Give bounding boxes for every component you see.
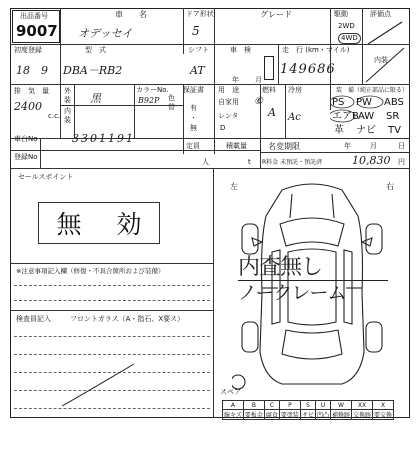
warranty-option-yes: 有 (190, 104, 197, 112)
equip-pw: PW (356, 97, 372, 108)
no-inspection-stamp-line-2: ノークレーム (238, 282, 346, 304)
registration-label: 登録No (14, 153, 38, 161)
lot-label: 出品番号 (20, 12, 48, 20)
warranty-option-dot: ・ (190, 114, 197, 122)
doors-value: 5 (192, 24, 200, 38)
model-label: 型 式 (85, 46, 106, 54)
damage-meaning: 補修跡 (330, 410, 351, 420)
score-strike-mark (362, 20, 408, 46)
ac-label: 冷房 (288, 86, 302, 94)
use-option-private: 自家用 (218, 98, 239, 106)
color-no-label: カラーNo. (136, 86, 169, 94)
use-value: ⑥ (254, 96, 263, 107)
damage-code-legend (222, 400, 394, 420)
inner-label: 内装 (374, 56, 388, 64)
recycle-text: R料金 未預託・預託済 (262, 159, 323, 166)
equip-sr: SR (386, 111, 400, 122)
chassis-number: 3301191 (72, 132, 135, 145)
use-option-d: D (220, 124, 226, 132)
color-change-label: 色替 (168, 94, 175, 111)
invalid-stamp (38, 202, 160, 244)
equipment-circles (330, 94, 410, 138)
damage-meaning: サビ (300, 410, 315, 420)
fuel-value: A (268, 106, 276, 119)
damage-code: U (315, 401, 330, 410)
first-registration-label: 初度登録 (14, 46, 42, 54)
damage-code: A (223, 401, 244, 410)
interior-label: 内装 (64, 107, 71, 124)
inspection-month: 月 (255, 76, 262, 84)
name-change-label: 名変期限 (268, 142, 300, 151)
capacity-unit: 人 (202, 158, 209, 166)
spare-label: スペア (220, 388, 241, 396)
inspection-box (264, 56, 274, 80)
damage-code: B (243, 401, 264, 410)
no-inspection-stamp (238, 256, 388, 305)
shift-value: AT (190, 64, 205, 77)
invalid-stamp-char-1: 無 (56, 210, 82, 239)
cc-unit: c.c. (48, 112, 61, 120)
damage-code: C (264, 401, 279, 410)
color-no: B92P (138, 96, 160, 105)
exterior-label: 外装 (64, 87, 71, 104)
inspection-label: 車 検 (230, 46, 251, 54)
name-change-month: 月 (370, 142, 377, 150)
shift-label: シフト (188, 46, 209, 54)
damage-meaning: 凹凸 (315, 410, 330, 420)
equip-tv: TV (388, 125, 401, 136)
lot-number: 9007 (16, 22, 58, 40)
vehicle-name: オデッセイ (78, 27, 133, 40)
vehicle-name-label: 車 名 (115, 10, 147, 19)
first-registration: 18 9 (16, 64, 48, 77)
mileage-value: 149686 (280, 62, 336, 77)
displacement-value: 2400 (14, 100, 42, 113)
sales-points-label: セールスポイント (18, 173, 74, 181)
damage-code: X (373, 401, 394, 410)
equip-navi: ナビ (356, 125, 376, 136)
use-label: 用 途 (218, 86, 239, 94)
grade-label: グレード (260, 10, 292, 19)
load-unit: t (248, 158, 251, 166)
right-side-label: 右 (386, 182, 394, 191)
equip-airbag: エアB (332, 111, 359, 122)
equip-leather: 革 (334, 125, 344, 136)
inner-score-mark (362, 46, 408, 84)
warranty-label: 保証書 (183, 86, 204, 94)
damage-code: P (279, 401, 300, 410)
fuel-label: 燃料 (262, 86, 276, 94)
equipment-label: 装 備（純正部品に限る） (336, 87, 409, 94)
no-inspection-stamp-line-1: 内査無し (238, 256, 388, 281)
inspection-year: 年 (232, 76, 239, 84)
doors-label: ドア形状 (186, 10, 214, 18)
drive-label: 駆動 (334, 10, 348, 18)
drive-2wd: 2WD (338, 22, 355, 30)
damage-meaning: 線キズ (223, 410, 244, 420)
damage-meaning: 交換跡 (351, 410, 372, 420)
displacement-label: 排 気 量 (14, 87, 49, 95)
inspector-label: 検査員記入 (16, 315, 51, 323)
damage-meaning: 要板金 (243, 410, 264, 420)
load-label: 積載量 (226, 142, 247, 150)
notes-label: ※注意事項記入欄（修復・不具合箇所および装備） (16, 267, 165, 275)
exterior-color: 黒 (90, 92, 101, 105)
name-change-day: 日 (398, 142, 405, 150)
invalid-stamp-char-2: 効 (116, 210, 142, 239)
equip-aw: AW (358, 111, 375, 122)
damage-meaning: 要塗装 (279, 410, 300, 420)
equip-abs: ABS (384, 97, 404, 108)
ac-value: Ac (288, 112, 301, 123)
damage-code: XX (351, 401, 372, 410)
model-code: DBA－RB2 (63, 64, 123, 77)
name-change-year: 年 (344, 142, 351, 150)
damage-code: S (300, 401, 315, 410)
damage-meaning: 腐食 (264, 410, 279, 420)
yen-unit: 円 (398, 158, 405, 166)
drive-4wd: 4WD (338, 33, 361, 44)
use-option-rental: レンタ (218, 112, 239, 120)
recycle-amount: 10,830 (352, 154, 391, 167)
score-label: 評価点 (370, 10, 391, 18)
chassis-label: 車台No (14, 135, 38, 143)
capacity-label: 定員 (186, 142, 200, 150)
windshield-label: フロントガラス（A・指石、X要ス） (70, 315, 185, 323)
damage-meaning: 要交換 (373, 410, 394, 420)
mileage-label: 走 行 (km・マイル) (282, 46, 350, 54)
inspector-pen-stroke (60, 360, 140, 410)
warranty-option-no: 無 (190, 124, 197, 132)
damage-code: W (330, 401, 351, 410)
equip-ps: PS (332, 97, 345, 108)
left-side-label: 左 (230, 182, 238, 191)
